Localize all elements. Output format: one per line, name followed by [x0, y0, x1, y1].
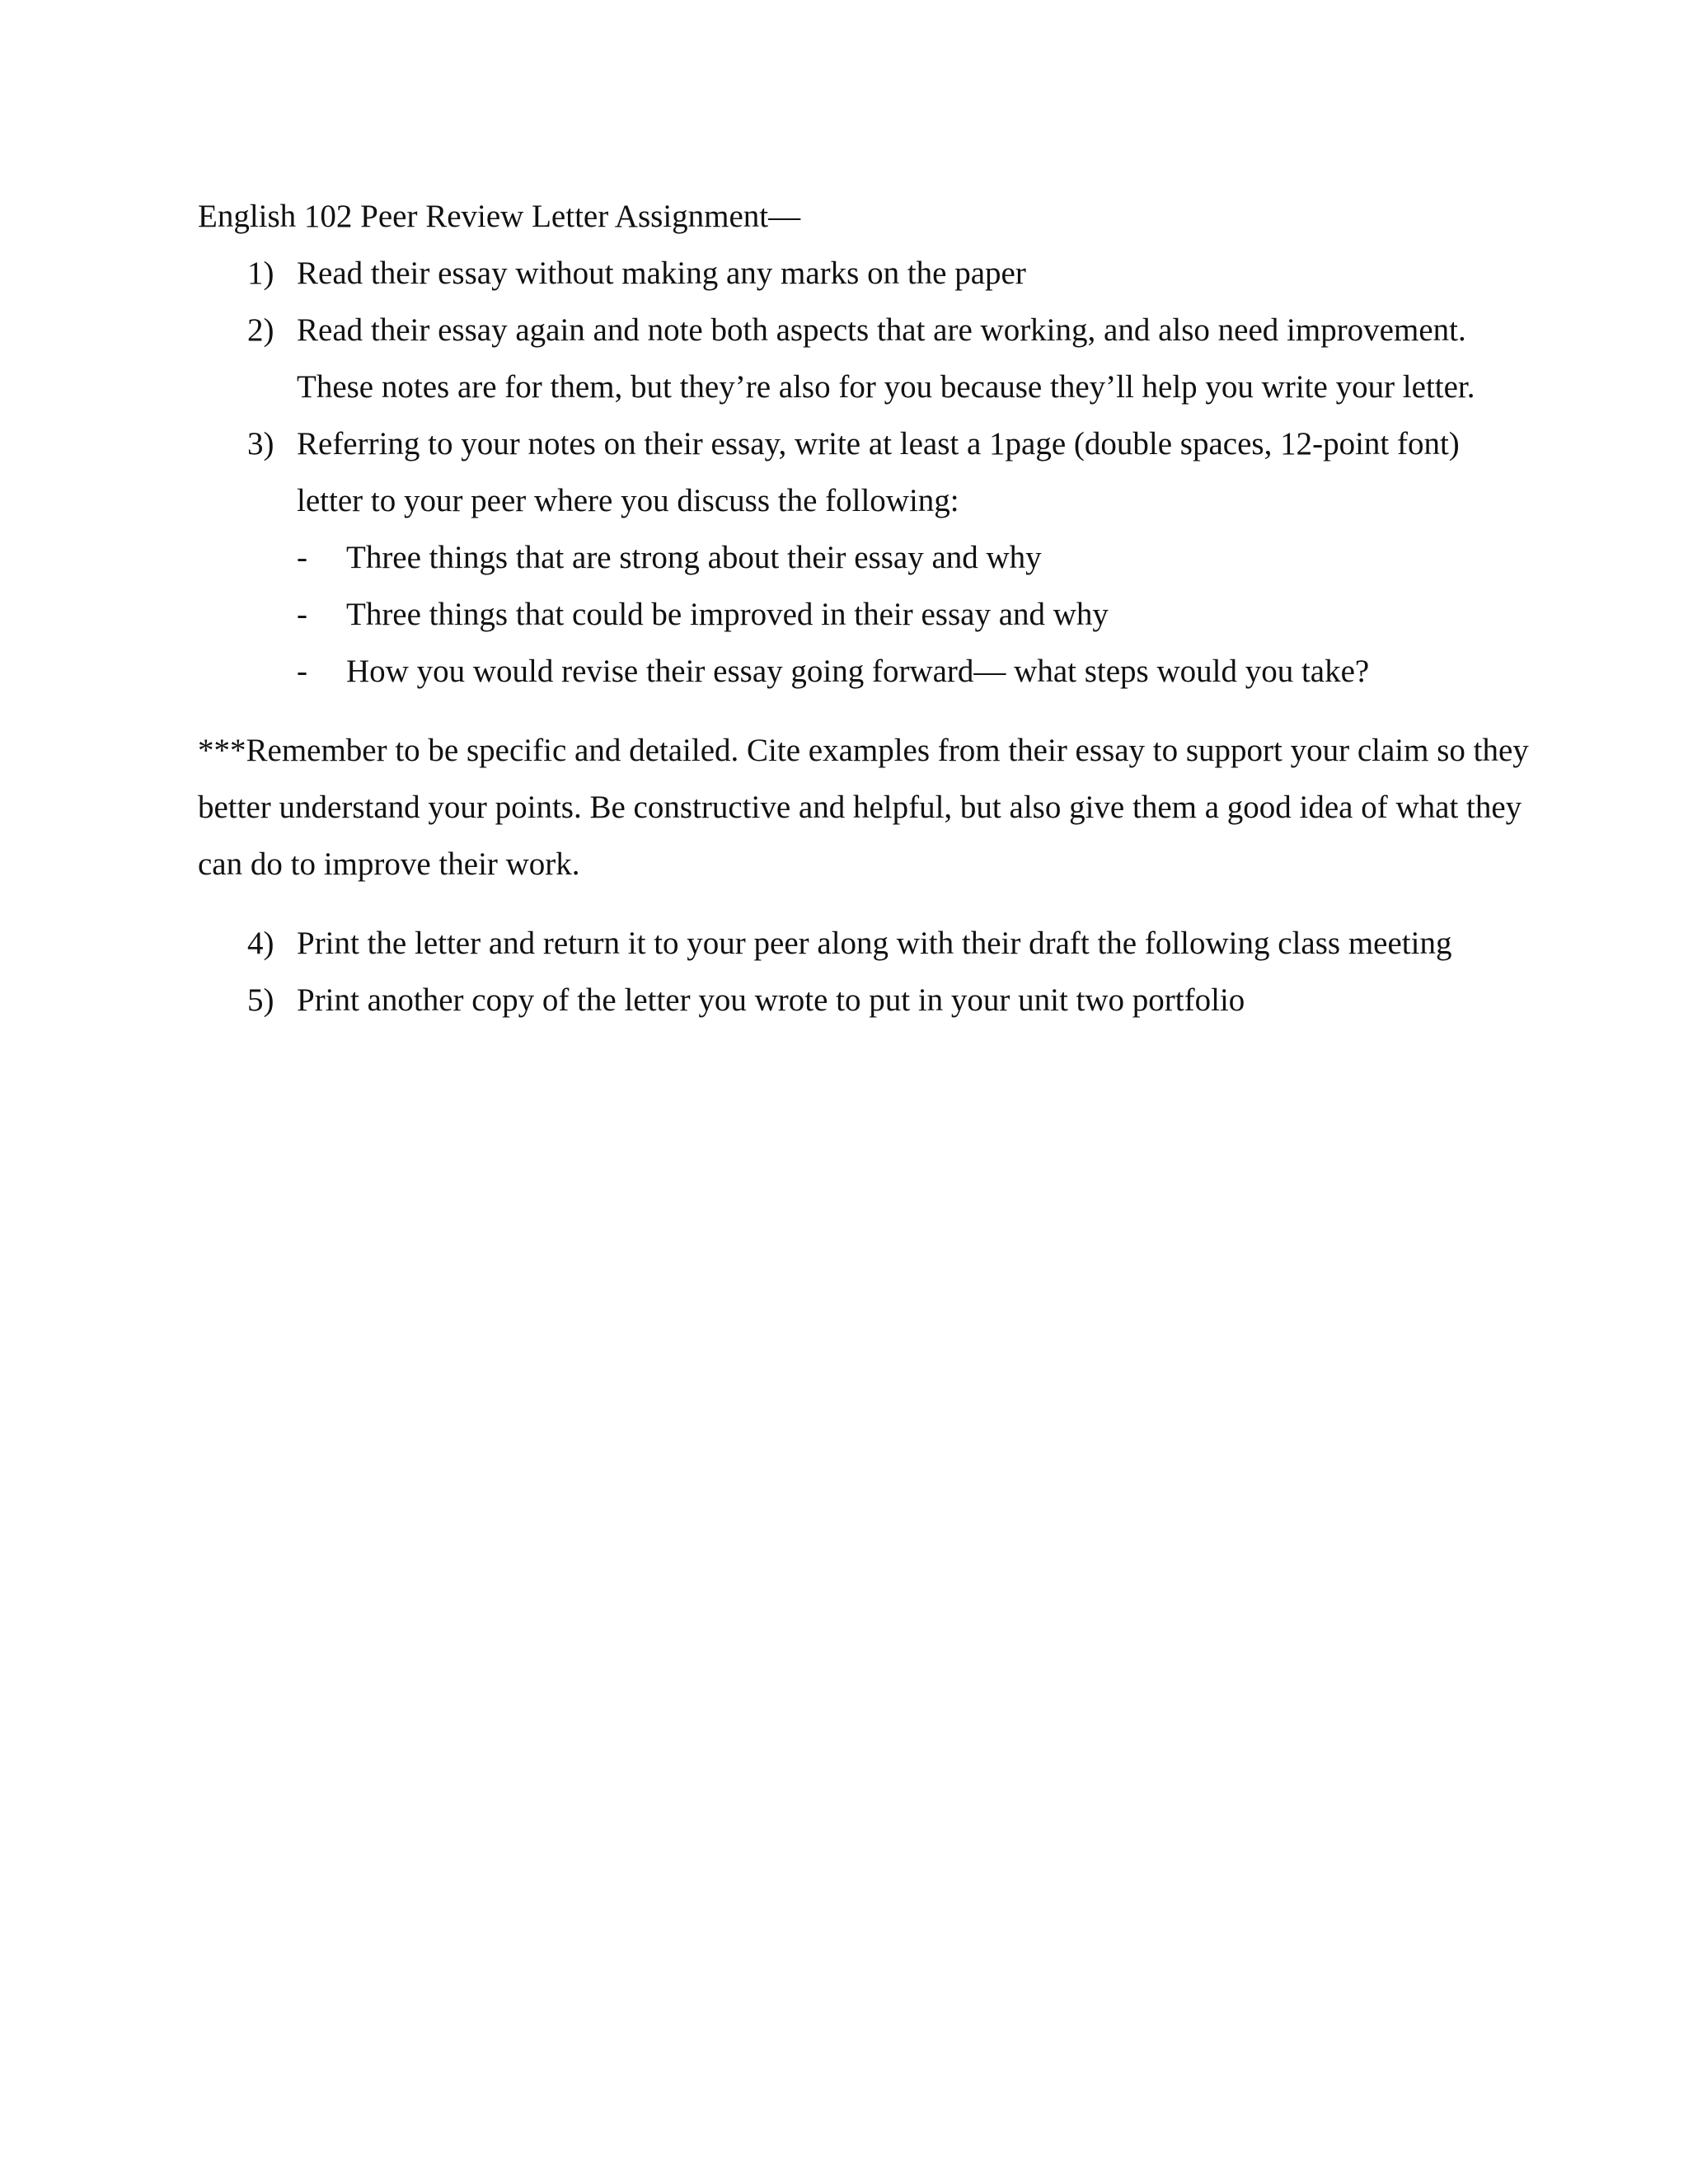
step-text: Print the letter and return it to your peer along with their draft the following class meeting	[297, 926, 1452, 961]
step-item	[198, 972, 1533, 1029]
step-number: 2)	[247, 312, 274, 348]
step-number: 5)	[247, 982, 274, 1018]
step-text: Print another copy of the letter you wrote to put in your unit two portfolio	[297, 982, 1245, 1018]
sub-items-list	[297, 529, 1533, 700]
sub-item	[297, 643, 1533, 700]
step-item	[198, 245, 1533, 302]
sub-item-marker: -	[297, 597, 307, 632]
step-item	[198, 915, 1533, 972]
sub-item-text: Three things that could be improved in their essay and why	[346, 597, 1109, 632]
steps-list-after-note	[198, 915, 1533, 1029]
sub-item	[297, 529, 1533, 586]
sub-item-marker: -	[297, 654, 307, 689]
step-text: Read their essay without making any marks on the paper	[297, 255, 1026, 291]
step-item	[198, 415, 1533, 700]
steps-list-before-note	[198, 245, 1533, 700]
step-number: 4)	[247, 926, 274, 961]
document-title: English 102 Peer Review Letter Assignment—	[198, 199, 801, 234]
step-text: Read their essay again and note both aspects that are working, and also need improvement. These notes are for them, but they’re also for you because they’ll help you write your letter.	[297, 312, 1475, 405]
step-number: 3)	[247, 426, 274, 462]
sub-item-text: Three things that are strong about their essay and why	[346, 540, 1042, 575]
step-item	[198, 302, 1533, 415]
sub-item-marker: -	[297, 540, 307, 575]
sub-item	[297, 586, 1533, 643]
sub-item-text: How you would revise their essay going forward— what steps would you take?	[346, 654, 1370, 689]
document-body	[198, 188, 1533, 1029]
step-number: 1)	[247, 255, 274, 291]
step-text: Referring to your notes on their essay, write at least a 1page (double spaces, 12-point font) letter to your peer where you discuss the following:	[297, 426, 1460, 518]
reminder-note: ***Remember to be specific and detailed. Cite examples from their essay to support your claim so they better understand your points. Be constructive and helpful, but also give them a good idea of what they can do to improve their work.	[198, 733, 1529, 882]
